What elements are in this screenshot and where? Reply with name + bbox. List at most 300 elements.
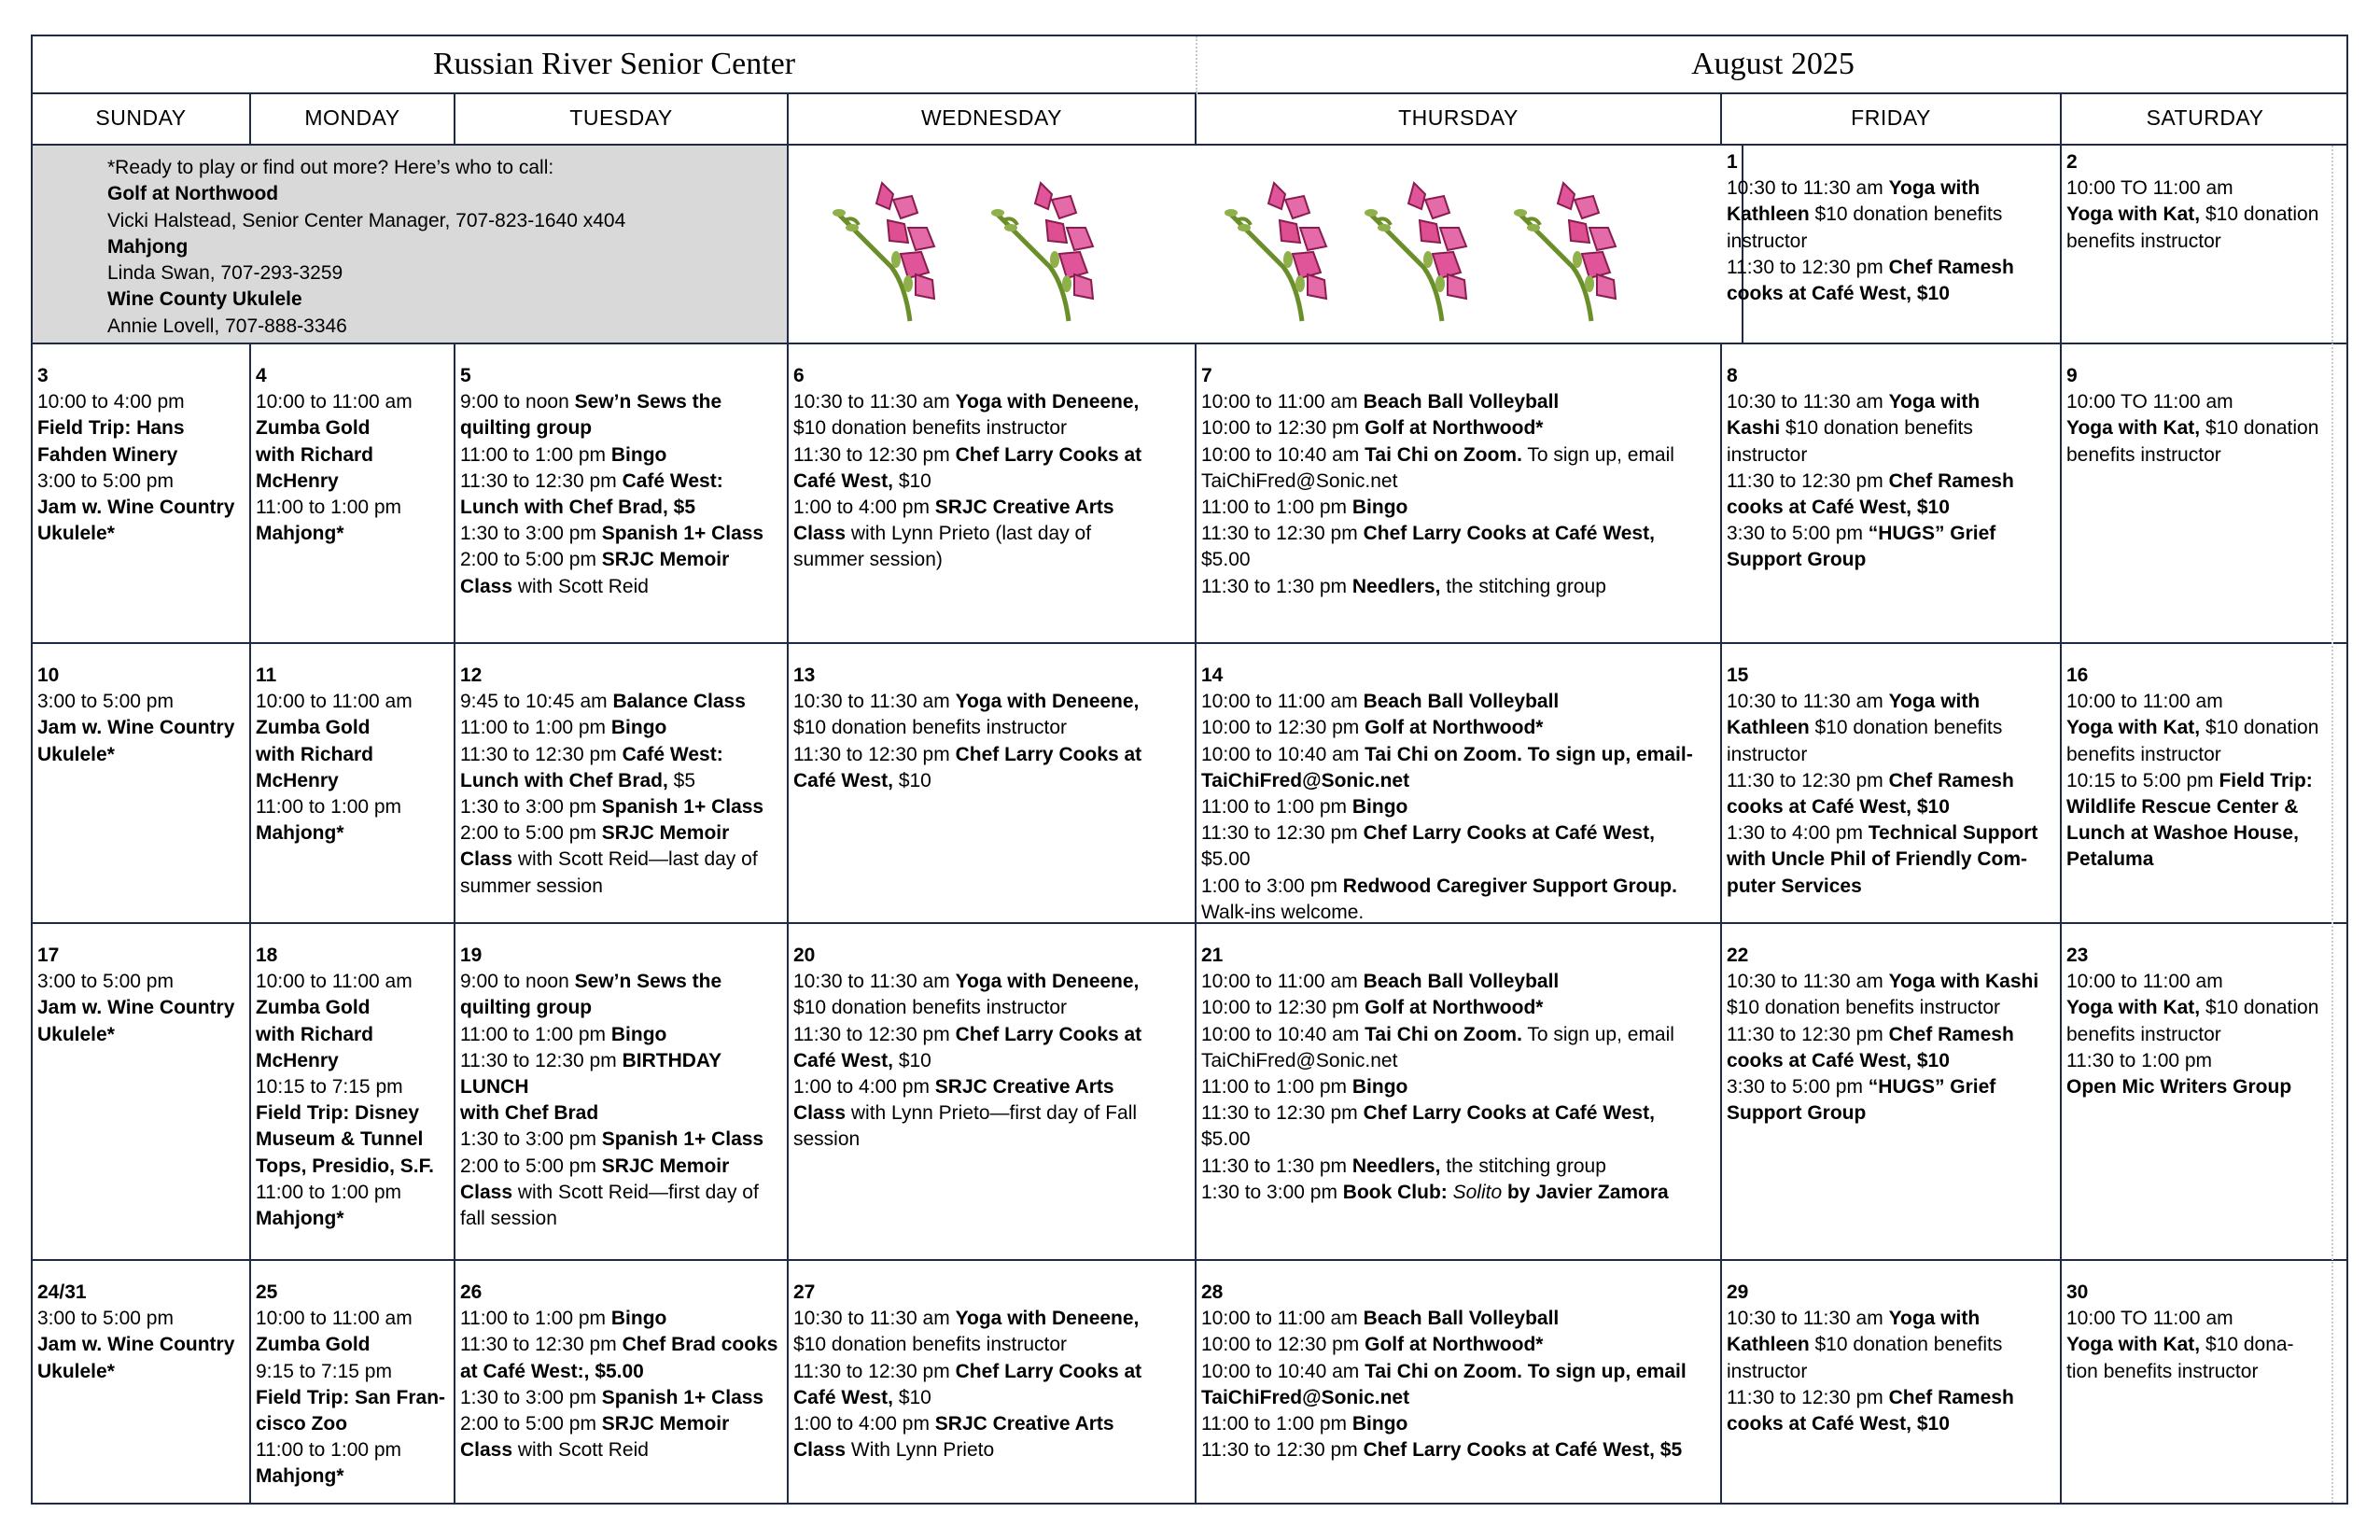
event-title: Café West, [793, 469, 893, 492]
event-line [460, 1022, 784, 1048]
event-title: Balance Class [612, 691, 746, 713]
event-text: $10 donation benefits [1780, 417, 1973, 440]
flower-icon [1218, 174, 1339, 323]
event-line [256, 1437, 451, 1463]
event-line [1727, 495, 2057, 521]
day-cell [1197, 924, 1722, 1261]
event-title: Fahden Winery [37, 443, 178, 466]
event-text: 11:30 to 12:30 pm [1201, 822, 1364, 845]
date-number: 12 [460, 665, 483, 686]
date-number: 4 [256, 365, 267, 386]
day-cell [2062, 146, 2348, 344]
event-title: Technical Support [1868, 822, 2038, 845]
event-text: 1:00 to 4:00 pm [793, 497, 935, 519]
flower-icon [826, 174, 947, 323]
event-text: 11:30 to 12:30 pm [1727, 256, 1889, 278]
event-text: with Scott Reid [512, 1439, 649, 1462]
event-line [256, 1154, 451, 1180]
event-line [2066, 715, 2345, 741]
event-line [1727, 1048, 2057, 1074]
event-line [2066, 202, 2345, 228]
day-cell [789, 924, 1197, 1261]
event-title: at Café West:, $5.00 [460, 1360, 644, 1382]
event-title: Café West: [622, 743, 723, 765]
event-line [256, 1306, 451, 1332]
event-text: 11:00 to 1:00 pm [460, 1023, 611, 1045]
event-text: 11:30 to 12:30 pm [1727, 1386, 1889, 1408]
event-line [37, 389, 246, 415]
event-title: Ukulele* [37, 743, 115, 765]
event-line [1727, 689, 2057, 715]
event-title: SRJC Creative Arts [934, 1076, 1114, 1099]
event-line [37, 1359, 246, 1385]
event-line [460, 847, 784, 873]
event-text: 3:00 to 5:00 pm [37, 1308, 174, 1330]
event-title: “HUGS” Grief [1868, 1076, 1996, 1099]
event-title: Chef Larry Cooks at [955, 1023, 1142, 1045]
event-line [460, 1385, 784, 1411]
event-text: 11:30 to 1:30 pm [1201, 1155, 1352, 1177]
event-text: 11:00 to 1:00 pm [460, 717, 611, 739]
date-number: 20 [793, 945, 816, 966]
event-title: Class [793, 1439, 847, 1462]
event-title: Class [793, 523, 847, 545]
event-line [1727, 1359, 2057, 1385]
event-text: 1:30 to 3:00 pm [1201, 1181, 1343, 1203]
event-text: 10:00 to 10:40 am [1201, 443, 1365, 466]
date-number: 2 [2066, 151, 2078, 173]
event-title: Field Trip: Hans [37, 417, 185, 440]
event-text: 1:00 to 3:00 pm [1201, 875, 1343, 897]
event-title: Chef Brad cooks [622, 1334, 778, 1356]
event-line [1201, 715, 1717, 741]
flower-icon [1507, 174, 1629, 323]
event-title: SRJC Memoir [601, 549, 730, 571]
event-text: session [793, 1128, 861, 1151]
event-title: Bingo [1351, 1413, 1408, 1435]
event-title: TaiChiFred@Sonic.net [1201, 1386, 1410, 1408]
event-line [256, 820, 451, 847]
event-line [37, 689, 246, 715]
event-title: Lunch at Washoe House, [2066, 822, 2299, 845]
event-text: 10:00 to 11:00 am [256, 1308, 413, 1330]
day-cell [455, 924, 789, 1261]
event-line [793, 995, 1192, 1021]
event-line [793, 442, 1192, 469]
event-line [37, 742, 246, 768]
event-text: 10:00 TO 11:00 am [2066, 1308, 2233, 1330]
event-title: Mahjong* [256, 1208, 344, 1230]
event-line [460, 768, 784, 794]
event-title: Jam w. Wine Country [37, 717, 235, 739]
event-title: Chef Larry Cooks at Café West, [1363, 523, 1655, 545]
event-line [460, 1359, 784, 1385]
event-title: Yoga with [1888, 177, 1981, 200]
date-number: 22 [1727, 945, 1749, 966]
event-title: Beach Ball Volleyball [1363, 1308, 1560, 1330]
right-margin-guide [2331, 146, 2333, 1503]
event-line [793, 469, 1192, 495]
event-text: Solito [1452, 1181, 1503, 1203]
event-title: Tai Chi on Zoom. To sign up, email- [1365, 743, 1693, 765]
event-title: Café West, [793, 1049, 893, 1071]
flower-icon [985, 174, 1106, 323]
date-number: 29 [1727, 1281, 1749, 1303]
event-line [2066, 995, 2345, 1021]
event-title: Yoga with Kat, [2066, 1334, 2201, 1356]
event-text: 3:30 to 5:00 pm [1727, 523, 1869, 545]
event-line [37, 995, 246, 1021]
event-text: $10 donation benefits instructor [793, 997, 1068, 1019]
event-title: Ukulele* [37, 1023, 115, 1045]
event-title: Class [460, 1439, 513, 1462]
event-line [793, 547, 1192, 573]
event-title: Yoga with Kat, [2066, 417, 2201, 440]
event-line [1727, 820, 2057, 847]
day-header-sunday: SUNDAY [33, 92, 251, 146]
event-line [460, 389, 784, 415]
event-title: Mahjong* [256, 822, 344, 845]
event-title: Beach Ball Volleyball [1363, 691, 1560, 713]
event-line [37, 969, 246, 995]
day-cell [455, 344, 789, 644]
day-cell [33, 644, 251, 924]
event-line [256, 1411, 451, 1437]
event-title: Yoga with Deneene, [955, 691, 1140, 713]
event-title: Golf at Northwood* [1365, 717, 1544, 739]
event-line [2066, 1332, 2345, 1358]
event-line [793, 389, 1192, 415]
event-title: Chef Ramesh [1888, 1386, 2014, 1408]
event-text: summer session [460, 875, 603, 897]
event-title: Wildlife Rescue Center & [2066, 796, 2299, 819]
event-title: Yoga with Kashi [1888, 971, 2039, 993]
event-text: Walk-ins welcome. [1201, 901, 1365, 923]
event-title: Field Trip: San Fran- [256, 1386, 446, 1408]
event-line [460, 1411, 784, 1437]
event-line [2066, 847, 2345, 873]
event-text: $10 donation benefits instructor [793, 717, 1068, 739]
event-line [2066, 389, 2345, 415]
event-line [1201, 1411, 1717, 1437]
event-title: McHenry [256, 1049, 339, 1071]
event-title: Kashi [1727, 417, 1781, 440]
event-text: 2:00 to 5:00 pm [460, 1413, 602, 1435]
event-text: 1:30 to 3:00 pm [460, 523, 602, 545]
event-title: cisco Zoo [256, 1413, 348, 1435]
event-line [1201, 1127, 1717, 1153]
event-text: 10:00 TO 11:00 am [2066, 391, 2233, 413]
event-text: 11:00 to 1:00 pm [460, 443, 611, 466]
event-line [1201, 847, 1717, 873]
event-title: Bingo [1351, 796, 1408, 819]
event-title: Zumba Gold [256, 1334, 371, 1356]
event-line [1201, 1306, 1717, 1332]
event-text: 10:00 to 12:30 pm [1201, 1334, 1365, 1356]
day-cell [251, 344, 455, 644]
flower-icon [1358, 174, 1479, 323]
event-line [1201, 1437, 1717, 1463]
event-line [256, 1022, 451, 1048]
event-title: Chef Ramesh [1888, 256, 2014, 278]
event-text: 10:00 to 11:00 am [1201, 971, 1364, 993]
event-text: 11:30 to 12:30 pm [793, 1023, 956, 1045]
event-title: Class [460, 1181, 513, 1203]
event-line [2066, 175, 2345, 202]
event-text: benefits instructor [2066, 1023, 2221, 1045]
event-text: 11:30 to 12:30 pm [460, 469, 623, 492]
event-line [256, 689, 451, 715]
event-line [256, 1332, 451, 1358]
event-line [1727, 547, 2057, 573]
event-line [1727, 1022, 2057, 1048]
event-line [1201, 521, 1717, 547]
event-text: tion benefits instructor [2066, 1360, 2259, 1382]
date-number: 30 [2066, 1281, 2089, 1303]
day-cell [1722, 344, 2062, 644]
event-text: fall session [460, 1208, 557, 1230]
day-cell [33, 344, 251, 644]
event-title: McHenry [256, 769, 339, 791]
event-text: $10 donation [2200, 717, 2319, 739]
event-line [256, 742, 451, 768]
event-line [460, 547, 784, 573]
event-text: 11:30 to 12:30 pm [1727, 469, 1889, 492]
event-line [1201, 442, 1717, 469]
day-cell [1722, 924, 2062, 1261]
event-title: Bingo [610, 717, 667, 739]
event-text: $10 [892, 1386, 931, 1408]
event-line [1727, 847, 2057, 873]
event-line [2066, 415, 2345, 441]
event-title: Bingo [610, 1023, 667, 1045]
event-text: 11:30 to 12:30 pm [460, 1049, 623, 1071]
event-title: Chef Ramesh [1888, 769, 2014, 791]
event-line [37, 1332, 246, 1358]
event-title: Book Club: [1342, 1181, 1453, 1203]
event-line [2066, 820, 2345, 847]
event-text: 10:00 to 11:00 am [256, 391, 413, 413]
event-text: 11:00 to 1:00 pm [1201, 497, 1352, 519]
event-line [37, 1022, 246, 1048]
day-cell [1197, 344, 1722, 644]
event-line [1201, 469, 1717, 495]
event-text: instructor [1727, 1360, 1808, 1382]
event-line [460, 820, 784, 847]
date-number: 28 [1201, 1281, 1224, 1303]
day-cell [455, 1261, 789, 1505]
event-line [460, 1332, 784, 1358]
event-title: Zumba Gold [256, 997, 371, 1019]
event-line [793, 1048, 1192, 1074]
date-number: 3 [37, 365, 49, 386]
event-title: with Uncle Phil of Friendly Com- [1727, 848, 2028, 871]
event-title: Tai Chi on Zoom. To sign up, email [1365, 1360, 1687, 1382]
event-title: TaiChiFred@Sonic.net [1201, 769, 1410, 791]
event-line [256, 521, 451, 547]
event-line [1727, 442, 2057, 469]
event-title: Museum & Tunnel [256, 1128, 424, 1151]
event-text: 11:30 to 12:30 pm [1201, 523, 1364, 545]
day-header-thursday: THURSDAY [1197, 92, 1722, 146]
event-text: 9:00 to noon [460, 391, 575, 413]
event-line [2066, 1074, 2345, 1100]
event-text: 2:00 to 5:00 pm [460, 822, 602, 845]
event-line [2066, 1048, 2345, 1074]
event-title: Lunch with Chef Brad, $5 [460, 497, 696, 519]
event-text: $10 donation benefits instructor [793, 1334, 1068, 1356]
event-title: Kathleen [1727, 1334, 1810, 1356]
event-text: 10:00 to 11:00 am [1201, 691, 1364, 713]
event-text: 10:00 TO 11:00 am [2066, 177, 2233, 200]
date-number: 15 [1727, 665, 1749, 686]
event-title: Café West: [622, 469, 723, 492]
event-text: To sign up, email [1521, 443, 1674, 466]
event-title: Mahjong* [256, 523, 344, 545]
event-text: 10:00 to 12:30 pm [1201, 997, 1365, 1019]
event-line [256, 1074, 451, 1100]
event-title: with Richard [256, 1023, 374, 1045]
event-title: Tops, Presidio, S.F. [256, 1155, 434, 1177]
event-line [793, 1127, 1192, 1153]
event-text: 3:00 to 5:00 pm [37, 469, 174, 492]
event-line [1727, 1306, 2057, 1332]
event-line [37, 469, 246, 495]
event-text: with Lynn Prieto—first day of Fall [846, 1102, 1138, 1125]
event-line [2066, 442, 2345, 469]
event-title: SRJC Memoir [601, 1413, 730, 1435]
event-line [793, 689, 1192, 715]
event-line [256, 1359, 451, 1385]
event-line [2066, 794, 2345, 820]
event-line [460, 469, 784, 495]
event-text: 2:00 to 5:00 pm [460, 1155, 602, 1177]
event-text: 11:00 to 1:00 pm [256, 1439, 402, 1462]
event-text: 10:15 to 7:15 pm [256, 1076, 403, 1099]
event-text: 10:00 to 11:00 am [1201, 1308, 1364, 1330]
event-title: Jam w. Wine Country [37, 497, 235, 519]
flower-decoration [789, 146, 1743, 344]
legend-title: Golf at Northwood [107, 183, 279, 205]
event-line [460, 874, 784, 900]
event-line [37, 495, 246, 521]
event-title: Ukulele* [37, 1360, 115, 1382]
event-line [460, 1206, 784, 1232]
event-line [1201, 547, 1717, 573]
event-text: 1:00 to 4:00 pm [793, 1076, 935, 1099]
event-title: “HUGS” Grief [1868, 523, 1996, 545]
event-text: 10:30 to 11:30 am [1727, 177, 1889, 200]
event-line [256, 969, 451, 995]
event-title: Zumba Gold [256, 717, 371, 739]
event-line [1727, 389, 2057, 415]
event-text: benefits instructor [2066, 743, 2221, 765]
event-text: 10:00 to 10:40 am [1201, 1360, 1365, 1382]
event-text: 10:00 to 12:30 pm [1201, 417, 1365, 440]
event-text: 11:30 to 1:00 pm [2066, 1049, 2213, 1071]
event-line [460, 1154, 784, 1180]
legend-contact: Vicki Halstead, Senior Center Manager, 707-823-1640 x404 [107, 209, 626, 231]
event-text: 10:30 to 11:30 am [793, 691, 956, 713]
event-line [1727, 1332, 2057, 1358]
event-line [2066, 742, 2345, 768]
event-text: 10:15 to 5:00 pm [2066, 769, 2219, 791]
event-title: Field Trip: Disney [256, 1102, 420, 1125]
event-text: TaiChiFred@Sonic.net [1201, 469, 1398, 492]
event-line [1201, 1385, 1717, 1411]
event-line [1727, 874, 2057, 900]
event-text: $5.00 [1201, 848, 1251, 871]
event-line [256, 495, 451, 521]
event-text: with Lynn Prieto (last day of [846, 523, 1092, 545]
event-title: cooks at Café West, $10 [1727, 283, 1950, 305]
event-line [37, 715, 246, 741]
event-line [1201, 1180, 1717, 1206]
event-line [1727, 715, 2057, 741]
event-line [793, 768, 1192, 794]
event-text: instructor [1727, 230, 1808, 252]
event-text: $10 dona- [2200, 1334, 2294, 1356]
event-line [1727, 229, 2057, 255]
day-cell [1197, 644, 1722, 924]
contact-legend [33, 146, 789, 344]
event-title: by Javier Zamora [1502, 1181, 1669, 1203]
event-line [1727, 995, 2057, 1021]
event-text: 10:30 to 11:30 am [793, 971, 956, 993]
day-cell [33, 1261, 251, 1505]
event-text: 10:30 to 11:30 am [1727, 691, 1889, 713]
event-text: $10 [892, 469, 931, 492]
date-number: 14 [1201, 665, 1224, 686]
event-title: Yoga with Deneene, [955, 391, 1140, 413]
event-text: 3:30 to 5:00 pm [1727, 1076, 1869, 1099]
event-title: Chef Larry Cooks at Café West, [1363, 1102, 1655, 1125]
event-title: Bingo [1351, 497, 1408, 519]
event-line [793, 715, 1192, 741]
event-title: Zumba Gold [256, 417, 371, 440]
event-text: 11:30 to 12:30 pm [460, 743, 623, 765]
day-cell [789, 344, 1197, 644]
event-title: Jam w. Wine Country [37, 1334, 235, 1356]
event-line [1201, 415, 1717, 441]
event-title: Chef Larry Cooks at [955, 1360, 1142, 1382]
event-title: Support Group [1727, 549, 1867, 571]
event-line [37, 442, 246, 469]
event-line [256, 715, 451, 741]
event-title: Tai Chi on Zoom. [1365, 443, 1522, 466]
event-line [460, 715, 784, 741]
event-title: Bingo [1351, 1076, 1408, 1099]
event-line [1201, 689, 1717, 715]
event-title: Open Mic Writers Group [2066, 1076, 2292, 1099]
event-line [460, 495, 784, 521]
event-title: SRJC Creative Arts [934, 497, 1114, 519]
event-title: Golf at Northwood* [1365, 1334, 1544, 1356]
event-line [1201, 969, 1717, 995]
event-line [793, 969, 1192, 995]
day-cell [455, 644, 789, 924]
event-text: 11:30 to 12:30 pm [460, 1334, 623, 1356]
event-title: Support Group [1727, 1102, 1867, 1125]
day-cell [1722, 146, 2062, 344]
month-title: August 2025 [1197, 36, 2348, 94]
event-line [460, 1437, 784, 1463]
event-line [793, 521, 1192, 547]
event-title: puter Services [1727, 875, 1862, 897]
event-text: 3:00 to 5:00 pm [37, 691, 174, 713]
event-line [1201, 389, 1717, 415]
legend-contact: Annie Lovell, 707-888-3346 [107, 315, 347, 337]
